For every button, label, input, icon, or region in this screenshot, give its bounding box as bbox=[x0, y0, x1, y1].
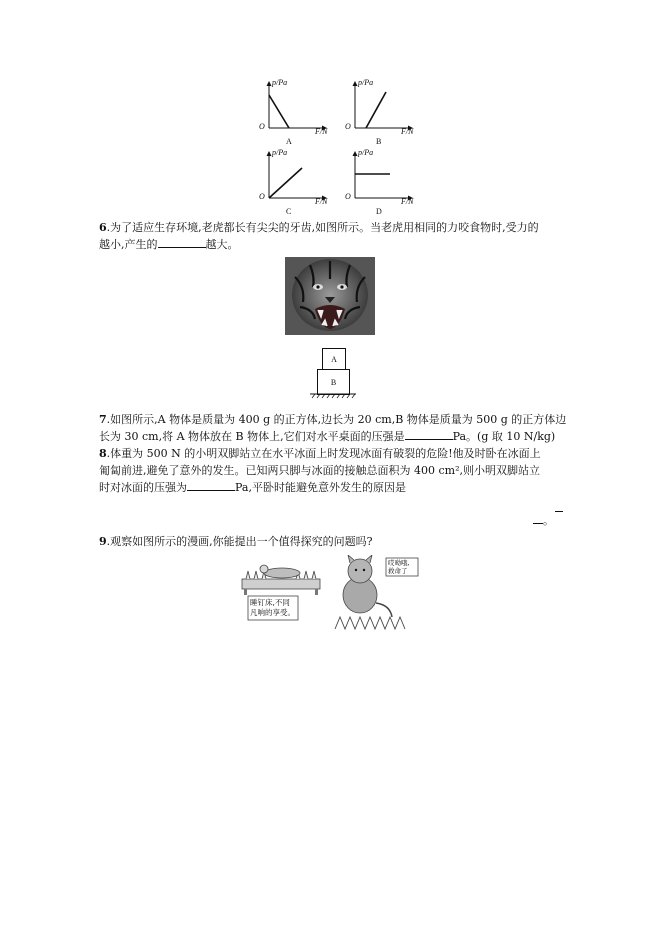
question-7-text-1: .如图所示,A 物体是质量为 400 g 的正方体,边长为 20 cm,B 物体是质量为 500 g 的正方体边 bbox=[106, 413, 567, 426]
question-8-text-3a: 时对冰面的压强为 bbox=[99, 481, 187, 494]
graph-d-caption: D bbox=[376, 207, 382, 216]
answer-blank[interactable] bbox=[405, 429, 453, 440]
graph-c-xlabel: F/N bbox=[315, 197, 328, 206]
graph-a-origin: O bbox=[259, 122, 265, 131]
graph-b-xlabel: F/N bbox=[401, 127, 414, 136]
question-8-text-1: .体重为 500 N 的小明双脚站立在水平冰面上时发现冰面有破裂的危险!他及时卧在冰面上 bbox=[106, 447, 541, 460]
graph-c-origin: O bbox=[259, 192, 265, 201]
block-b-label: B bbox=[330, 377, 337, 387]
question-8-line-2 bbox=[99, 462, 540, 479]
cartoon-figure bbox=[240, 555, 420, 630]
question-8-line-4 bbox=[533, 512, 554, 529]
graph-a-axes bbox=[262, 78, 332, 148]
question-6-number: 6 bbox=[99, 221, 107, 234]
tiger-photo bbox=[285, 257, 375, 335]
question-6-text-2a: 越小,产生的 bbox=[99, 238, 158, 251]
graph-b-axes bbox=[348, 78, 418, 148]
graph-c-caption: C bbox=[286, 207, 292, 216]
answer-blank[interactable] bbox=[533, 513, 543, 524]
block-a-label: A bbox=[331, 354, 337, 364]
graph-c bbox=[259, 148, 332, 218]
question-8-number: 8 bbox=[99, 447, 107, 460]
graph-b bbox=[345, 78, 418, 148]
tiger-face-illustration bbox=[285, 257, 375, 335]
question-7-line-2 bbox=[99, 428, 555, 445]
graph-b-ylabel: p/Pa bbox=[358, 78, 374, 87]
answer-blank-long[interactable] bbox=[555, 511, 563, 512]
graph-c-ylabel: p/Pa bbox=[272, 148, 288, 157]
block-a bbox=[322, 348, 346, 370]
question-7-line-1 bbox=[99, 411, 566, 428]
question-6-text-2b: 越大。 bbox=[205, 238, 239, 251]
answer-blank[interactable] bbox=[158, 237, 206, 248]
question-6-line-1 bbox=[99, 219, 539, 236]
question-7-text-2a: 长为 30 cm,将 A 物体放在 B 物体上,它们对水平桌面的压强是 bbox=[99, 430, 405, 443]
question-7-text-2b: Pa。(g 取 10 N/kg) bbox=[452, 430, 556, 443]
graph-b-caption: B bbox=[376, 137, 382, 146]
question-6-text-1: .为了适应生存环境,老虎都长有尖尖的牙齿,如图所示。当老虎用相同的力咬食物时,受力的 bbox=[106, 221, 539, 234]
graph-b-origin: O bbox=[345, 122, 351, 131]
question-9-number: 9 bbox=[99, 535, 107, 548]
block-b bbox=[317, 369, 350, 395]
graph-a-caption: A bbox=[286, 137, 292, 146]
graph-d-origin: O bbox=[345, 192, 351, 201]
graph-d bbox=[345, 148, 418, 218]
cartoon-left-caption: 睡钉床,不同凡响的享受。 bbox=[250, 598, 295, 617]
blocks-figure bbox=[310, 348, 356, 398]
graph-d-xlabel: F/N bbox=[401, 197, 414, 206]
question-6-line-2 bbox=[99, 236, 239, 253]
question-8-text-4: 。 bbox=[543, 514, 554, 527]
question-9-line-1 bbox=[99, 533, 373, 550]
question-7-number: 7 bbox=[99, 413, 107, 426]
graph-a-ylabel: p/Pa bbox=[272, 78, 288, 87]
cartoon-speech-bubble: 哎呦哦,救命了 bbox=[388, 559, 410, 575]
graph-a-xlabel: F/N bbox=[315, 127, 328, 136]
graph-d-ylabel: p/Pa bbox=[358, 148, 374, 157]
question-9-text-1: .观察如图所示的漫画,你能提出一个值得探究的问题吗? bbox=[106, 535, 373, 548]
graph-c-axes bbox=[262, 148, 332, 218]
question-8-line-1 bbox=[99, 445, 541, 462]
question-8-line-3 bbox=[99, 479, 406, 496]
table-surface bbox=[310, 393, 356, 399]
question-8-text-3b: Pa,平卧时能避免意外发生的原因是 bbox=[235, 481, 406, 494]
answer-blank[interactable] bbox=[187, 480, 235, 491]
question-8-text-2: 匍匐前进,避免了意外的发生。已知两只脚与冰面的接触总面积为 400 cm²,则小明双脚站立 bbox=[99, 464, 540, 477]
graph-a bbox=[259, 78, 332, 148]
graph-d-axes bbox=[348, 148, 418, 218]
